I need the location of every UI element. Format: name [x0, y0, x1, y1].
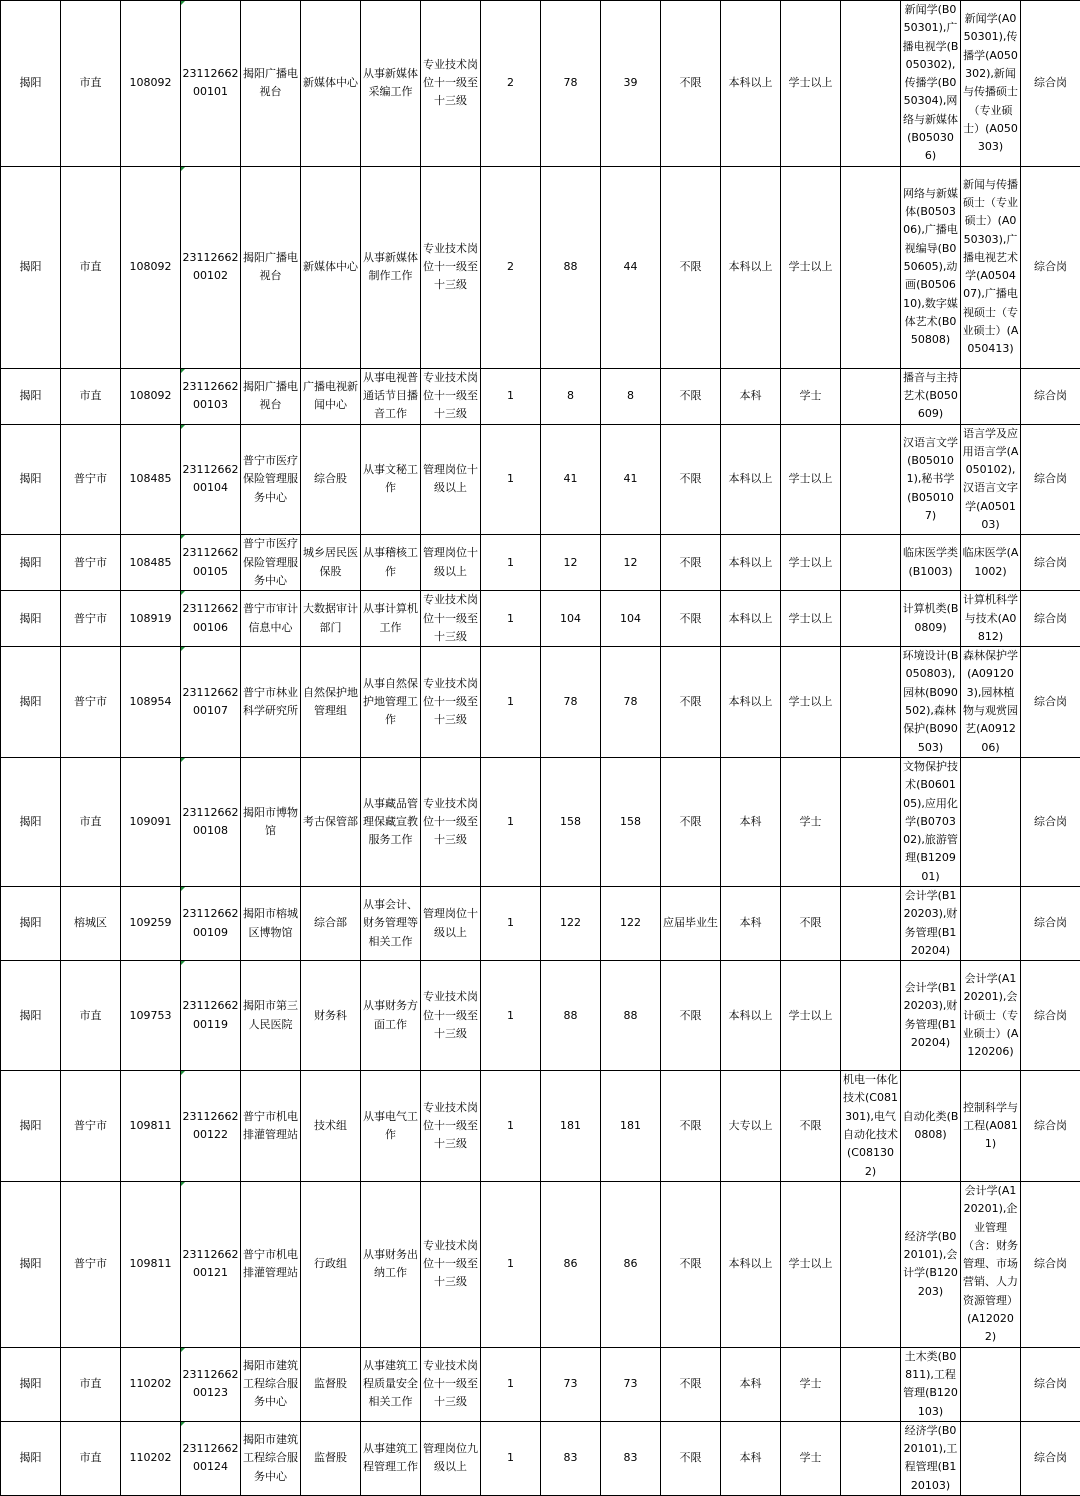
cell-major-college: [841, 886, 901, 960]
cell-major-master: [961, 1347, 1021, 1421]
cell-duty: 从事文秘工作: [361, 424, 421, 535]
cell-level: 专业技术岗位十一级至十三级: [421, 1181, 481, 1347]
cell-count: 1: [481, 1181, 541, 1347]
cell-major-college: [841, 1181, 901, 1347]
cell-unit-code: 109259: [121, 886, 181, 960]
cell-qualified: 181: [601, 1071, 661, 1182]
cell-major-bachelor: 经济学(B020101),会计学(B120203): [901, 1181, 961, 1347]
cell-duty: 从事财务方面工作: [361, 961, 421, 1071]
cell-dept: 技术组: [301, 1071, 361, 1182]
cell-major-bachelor: 会计学(B120203),财务管理(B120204): [901, 886, 961, 960]
cell-duty: 从事电视普通话节目播音工作: [361, 368, 421, 424]
cell-city: 揭阳: [1, 368, 61, 424]
cell-major-master: 控制科学与工程(A0811): [961, 1071, 1021, 1182]
cell-count: 1: [481, 1347, 541, 1421]
cell-target: 不限: [661, 961, 721, 1071]
cell-major-bachelor: 环境设计(B050803),园林(B090502),森林保护(B090503): [901, 647, 961, 758]
cell-applicants: 122: [541, 886, 601, 960]
cell-unit: 普宁市医疗保险管理服务中心: [241, 424, 301, 535]
cell-qualified: 158: [601, 757, 661, 886]
cell-unit-code: 108954: [121, 647, 181, 758]
cell-district: 市直: [61, 961, 121, 1071]
cell-major-bachelor: 网络与新媒体(B050306),广播电视编导(B050605),动画(B050610),数字媒体艺术(B050808): [901, 166, 961, 368]
cell-dept: 财务科: [301, 961, 361, 1071]
cell-duty: 从事建筑工程管理工作: [361, 1421, 421, 1495]
table-row: [1, 1421, 1080, 1495]
cell-city: 揭阳: [1, 1071, 61, 1182]
cell-level: 管理岗位十级以上: [421, 535, 481, 591]
cell-duty: 从事会计、财务管理等相关工作: [361, 886, 421, 960]
cell-major-college: [841, 166, 901, 368]
cell-unit: 普宁市审计信息中心: [241, 591, 301, 647]
cell-level: 专业技术岗位十一级至十三级: [421, 591, 481, 647]
cell-degree: 不限: [781, 1071, 841, 1182]
cell-qualified: 122: [601, 886, 661, 960]
cell-target: 不限: [661, 424, 721, 535]
cell-degree: 学士: [781, 368, 841, 424]
cell-post-code: 2311266200102: [181, 166, 241, 368]
cell-post-code: 2311266200106: [181, 591, 241, 647]
cell-post-type: 综合岗: [1021, 1071, 1080, 1182]
cell-major-master: 森林保护学(A091203),园林植物与观赏园艺(A091206): [961, 647, 1021, 758]
cell-applicants: 104: [541, 591, 601, 647]
cell-major-master: [961, 1421, 1021, 1495]
cell-level: 专业技术岗位十一级至十三级: [421, 1, 481, 167]
cell-major-college: [841, 368, 901, 424]
cell-post-type: 综合岗: [1021, 166, 1080, 368]
cell-count: 1: [481, 961, 541, 1071]
cell-district: 市直: [61, 1, 121, 167]
cell-major-college: 机电一体化技术(C081301),电气自动化技术(C081302): [841, 1071, 901, 1182]
cell-unit-code: 110202: [121, 1421, 181, 1495]
cell-qualified: 12: [601, 535, 661, 591]
cell-count: 2: [481, 166, 541, 368]
cell-degree: 学士: [781, 1421, 841, 1495]
cell-city: 揭阳: [1, 166, 61, 368]
cell-unit-code: 109091: [121, 757, 181, 886]
cell-qualified: 8: [601, 368, 661, 424]
cell-dept: 监督股: [301, 1347, 361, 1421]
cell-major-college: [841, 424, 901, 535]
cell-target: 不限: [661, 1421, 721, 1495]
cell-district: 普宁市: [61, 424, 121, 535]
cell-dept: 新媒体中心: [301, 1, 361, 167]
cell-major-bachelor: 经济学(B020101),工程管理(B120103): [901, 1421, 961, 1495]
cell-target: 不限: [661, 1347, 721, 1421]
cell-target: 不限: [661, 591, 721, 647]
cell-edu: 本科: [721, 368, 781, 424]
cell-degree: 学士以上: [781, 424, 841, 535]
cell-major-college: [841, 961, 901, 1071]
cell-major-master: 会计学(A120201),会计硕士（专业硕士）(A120206): [961, 961, 1021, 1071]
cell-post-code: 2311266200105: [181, 535, 241, 591]
table-row: [1, 424, 1080, 535]
cell-district: 市直: [61, 166, 121, 368]
cell-count: 1: [481, 757, 541, 886]
cell-city: 揭阳: [1, 591, 61, 647]
cell-edu: 本科: [721, 1347, 781, 1421]
cell-post-code: 2311266200101: [181, 1, 241, 167]
cell-duty: 从事新媒体制作工作: [361, 166, 421, 368]
cell-edu: 本科以上: [721, 1181, 781, 1347]
cell-district: 普宁市: [61, 535, 121, 591]
cell-unit: 揭阳市第三人民医院: [241, 961, 301, 1071]
cell-count: 1: [481, 1421, 541, 1495]
cell-major-master: 语言学及应用语言学(A050102),汉语言文字学(A050103): [961, 424, 1021, 535]
cell-city: 揭阳: [1, 757, 61, 886]
table-row: [1, 166, 1080, 368]
cell-unit: 揭阳广播电视台: [241, 1, 301, 167]
cell-post-type: 综合岗: [1021, 1421, 1080, 1495]
cell-post-code: 2311266200107: [181, 647, 241, 758]
cell-level: 管理岗位十级以上: [421, 886, 481, 960]
cell-district: 市直: [61, 757, 121, 886]
cell-qualified: 86: [601, 1181, 661, 1347]
cell-major-college: [841, 1421, 901, 1495]
table-row: [1, 757, 1080, 886]
cell-post-type: 综合岗: [1021, 1, 1080, 167]
cell-post-code: 2311266200123: [181, 1347, 241, 1421]
cell-applicants: 88: [541, 166, 601, 368]
cell-applicants: 12: [541, 535, 601, 591]
cell-city: 揭阳: [1, 1, 61, 167]
cell-unit: 普宁市机电排灌管理站: [241, 1071, 301, 1182]
cell-major-master: [961, 368, 1021, 424]
cell-unit-code: 110202: [121, 1347, 181, 1421]
cell-unit-code: 108485: [121, 424, 181, 535]
cell-qualified: 83: [601, 1421, 661, 1495]
cell-post-type: 综合岗: [1021, 424, 1080, 535]
cell-major-master: 会计学(A120201),企业管理（含：财务管理、市场营销、人力资源管理）(A120202): [961, 1181, 1021, 1347]
cell-dept: 监督股: [301, 1421, 361, 1495]
cell-level: 专业技术岗位十一级至十三级: [421, 1347, 481, 1421]
cell-district: 市直: [61, 1421, 121, 1495]
cell-target: 应届毕业生: [661, 886, 721, 960]
cell-degree: 学士以上: [781, 591, 841, 647]
cell-qualified: 88: [601, 961, 661, 1071]
cell-post-code: 2311266200121: [181, 1181, 241, 1347]
cell-city: 揭阳: [1, 1347, 61, 1421]
cell-post-code: 2311266200122: [181, 1071, 241, 1182]
cell-edu: 本科以上: [721, 166, 781, 368]
table-row: [1, 1, 1080, 167]
cell-edu: 本科以上: [721, 535, 781, 591]
cell-applicants: 73: [541, 1347, 601, 1421]
cell-target: 不限: [661, 1, 721, 167]
cell-major-bachelor: 自动化类(B0808): [901, 1071, 961, 1182]
cell-dept: 综合部: [301, 886, 361, 960]
cell-target: 不限: [661, 535, 721, 591]
cell-unit: 揭阳市博物馆: [241, 757, 301, 886]
cell-major-master: [961, 886, 1021, 960]
cell-target: 不限: [661, 757, 721, 886]
cell-major-bachelor: 会计学(B120203),财务管理(B120204): [901, 961, 961, 1071]
cell-qualified: 104: [601, 591, 661, 647]
cell-dept: 自然保护地管理组: [301, 647, 361, 758]
cell-post-type: 综合岗: [1021, 368, 1080, 424]
cell-duty: 从事稽核工作: [361, 535, 421, 591]
cell-dept: 行政组: [301, 1181, 361, 1347]
cell-qualified: 41: [601, 424, 661, 535]
cell-city: 揭阳: [1, 424, 61, 535]
cell-count: 1: [481, 368, 541, 424]
cell-degree: 学士以上: [781, 1181, 841, 1347]
cell-applicants: 181: [541, 1071, 601, 1182]
cell-degree: 学士以上: [781, 961, 841, 1071]
cell-count: 2: [481, 1, 541, 167]
table-row: [1, 886, 1080, 960]
cell-level: 管理岗位十级以上: [421, 424, 481, 535]
cell-dept: 综合股: [301, 424, 361, 535]
cell-unit: 揭阳市榕城区博物馆: [241, 886, 301, 960]
cell-post-type: 综合岗: [1021, 535, 1080, 591]
cell-dept: 考古保管部: [301, 757, 361, 886]
cell-post-type: 综合岗: [1021, 1347, 1080, 1421]
cell-duty: 从事藏品管理保藏宣教服务工作: [361, 757, 421, 886]
table-row: [1, 1181, 1080, 1347]
cell-count: 1: [481, 535, 541, 591]
cell-duty: 从事财务出纳工作: [361, 1181, 421, 1347]
cell-level: 管理岗位九级以上: [421, 1421, 481, 1495]
cell-count: 1: [481, 647, 541, 758]
cell-duty: 从事建筑工程质量安全相关工作: [361, 1347, 421, 1421]
cell-city: 揭阳: [1, 1421, 61, 1495]
cell-post-code: 2311266200103: [181, 368, 241, 424]
cell-dept: 大数据审计部门: [301, 591, 361, 647]
cell-edu: 本科: [721, 1421, 781, 1495]
cell-post-type: 综合岗: [1021, 757, 1080, 886]
cell-duty: 从事新媒体采编工作: [361, 1, 421, 167]
cell-duty: 从事自然保护地管理工作: [361, 647, 421, 758]
cell-city: 揭阳: [1, 1181, 61, 1347]
cell-major-college: [841, 535, 901, 591]
cell-dept: 新媒体中心: [301, 166, 361, 368]
cell-major-bachelor: 计算机类(B0809): [901, 591, 961, 647]
cell-post-type: 综合岗: [1021, 1181, 1080, 1347]
cell-city: 揭阳: [1, 961, 61, 1071]
cell-duty: 从事电气工作: [361, 1071, 421, 1182]
cell-major-college: [841, 647, 901, 758]
cell-degree: 学士以上: [781, 1, 841, 167]
cell-target: 不限: [661, 1071, 721, 1182]
cell-qualified: 78: [601, 647, 661, 758]
cell-district: 市直: [61, 368, 121, 424]
cell-edu: 本科以上: [721, 647, 781, 758]
cell-unit: 揭阳广播电视台: [241, 368, 301, 424]
cell-duty: 从事计算机工作: [361, 591, 421, 647]
cell-unit-code: 108485: [121, 535, 181, 591]
cell-edu: 本科以上: [721, 961, 781, 1071]
cell-count: 1: [481, 1071, 541, 1182]
table-row: [1, 1347, 1080, 1421]
cell-post-code: 2311266200109: [181, 886, 241, 960]
cell-degree: 学士以上: [781, 647, 841, 758]
cell-post-type: 综合岗: [1021, 647, 1080, 758]
cell-major-master: 新闻与传播硕士（专业硕士）(A050303),广播电视艺术学(A050407),广播电视硕士（专业硕士）(A050413): [961, 166, 1021, 368]
table-body: [1, 1, 1080, 1496]
cell-applicants: 78: [541, 1, 601, 167]
cell-applicants: 158: [541, 757, 601, 886]
cell-major-bachelor: 播音与主持艺术(B050609): [901, 368, 961, 424]
cell-city: 揭阳: [1, 647, 61, 758]
cell-target: 不限: [661, 1181, 721, 1347]
cell-unit-code: 109753: [121, 961, 181, 1071]
cell-edu: 大专以上: [721, 1071, 781, 1182]
table-row: [1, 368, 1080, 424]
cell-post-code: 2311266200108: [181, 757, 241, 886]
cell-city: 揭阳: [1, 535, 61, 591]
cell-unit: 普宁市林业科学研究所: [241, 647, 301, 758]
cell-degree: 不限: [781, 886, 841, 960]
cell-degree: 学士: [781, 1347, 841, 1421]
cell-district: 普宁市: [61, 647, 121, 758]
cell-district: 普宁市: [61, 1071, 121, 1182]
cell-unit-code: 108092: [121, 368, 181, 424]
cell-unit: 揭阳市建筑工程综合服务中心: [241, 1347, 301, 1421]
cell-unit: 揭阳广播电视台: [241, 166, 301, 368]
cell-post-type: 综合岗: [1021, 591, 1080, 647]
cell-applicants: 41: [541, 424, 601, 535]
cell-unit: 揭阳市建筑工程综合服务中心: [241, 1421, 301, 1495]
cell-unit-code: 109811: [121, 1181, 181, 1347]
cell-qualified: 73: [601, 1347, 661, 1421]
cell-major-bachelor: 新闻学(B050301),广播电视学(B050302),传播学(B050304),网络与新媒体(B050306): [901, 1, 961, 167]
cell-major-bachelor: 土木类(B0811),工程管理(B120103): [901, 1347, 961, 1421]
cell-count: 1: [481, 886, 541, 960]
cell-edu: 本科: [721, 886, 781, 960]
cell-applicants: 78: [541, 647, 601, 758]
cell-post-code: 2311266200124: [181, 1421, 241, 1495]
cell-applicants: 88: [541, 961, 601, 1071]
cell-edu: 本科: [721, 757, 781, 886]
table-row: [1, 961, 1080, 1071]
cell-unit-code: 108919: [121, 591, 181, 647]
cell-unit-code: 108092: [121, 1, 181, 167]
cell-count: 1: [481, 591, 541, 647]
cell-unit-code: 108092: [121, 166, 181, 368]
cell-degree: 学士以上: [781, 535, 841, 591]
table-row: [1, 591, 1080, 647]
cell-post-code: 2311266200119: [181, 961, 241, 1071]
cell-major-college: [841, 1, 901, 167]
cell-district: 普宁市: [61, 1181, 121, 1347]
cell-qualified: 44: [601, 166, 661, 368]
table-row: [1, 1071, 1080, 1182]
cell-target: 不限: [661, 647, 721, 758]
cell-post-type: 综合岗: [1021, 961, 1080, 1071]
cell-applicants: 83: [541, 1421, 601, 1495]
cell-count: 1: [481, 424, 541, 535]
cell-major-college: [841, 1347, 901, 1421]
cell-applicants: 8: [541, 368, 601, 424]
cell-target: 不限: [661, 166, 721, 368]
cell-level: 专业技术岗位十一级至十三级: [421, 961, 481, 1071]
cell-qualified: 39: [601, 1, 661, 167]
cell-major-bachelor: 临床医学类(B1003): [901, 535, 961, 591]
cell-post-code: 2311266200104: [181, 424, 241, 535]
cell-unit: 普宁市医疗保险管理服务中心: [241, 535, 301, 591]
table-row: [1, 535, 1080, 591]
cell-district: 普宁市: [61, 591, 121, 647]
cell-edu: 本科以上: [721, 591, 781, 647]
cell-target: 不限: [661, 368, 721, 424]
cell-major-college: [841, 757, 901, 886]
cell-unit: 普宁市机电排灌管理站: [241, 1181, 301, 1347]
cell-level: 专业技术岗位十一级至十三级: [421, 647, 481, 758]
cell-major-master: [961, 757, 1021, 886]
cell-major-bachelor: 文物保护技术(B060105),应用化学(B070302),旅游管理(B120901): [901, 757, 961, 886]
cell-major-master: 新闻学(A050301),传播学(A050302),新闻与传播硕士（专业硕士）(A050303): [961, 1, 1021, 167]
cell-district: 榕城区: [61, 886, 121, 960]
cell-edu: 本科以上: [721, 424, 781, 535]
cell-degree: 学士以上: [781, 166, 841, 368]
table-row: [1, 647, 1080, 758]
cell-city: 揭阳: [1, 886, 61, 960]
cell-major-master: 计算机科学与技术(A0812): [961, 591, 1021, 647]
cell-unit-code: 109811: [121, 1071, 181, 1182]
cell-level: 专业技术岗位十一级至十三级: [421, 166, 481, 368]
cell-major-bachelor: 汉语言文学(B050101),秘书学(B050107): [901, 424, 961, 535]
cell-applicants: 86: [541, 1181, 601, 1347]
cell-major-college: [841, 591, 901, 647]
cell-edu: 本科以上: [721, 1, 781, 167]
cell-level: 专业技术岗位十一级至十三级: [421, 757, 481, 886]
cell-degree: 学士: [781, 757, 841, 886]
cell-district: 市直: [61, 1347, 121, 1421]
cell-level: 专业技术岗位十一级至十三级: [421, 1071, 481, 1182]
cell-major-master: 临床医学(A1002): [961, 535, 1021, 591]
cell-post-type: 综合岗: [1021, 886, 1080, 960]
cell-level: 专业技术岗位十一级至十三级: [421, 368, 481, 424]
cell-dept: 城乡居民医保股: [301, 535, 361, 591]
cell-dept: 广播电视新闻中心: [301, 368, 361, 424]
